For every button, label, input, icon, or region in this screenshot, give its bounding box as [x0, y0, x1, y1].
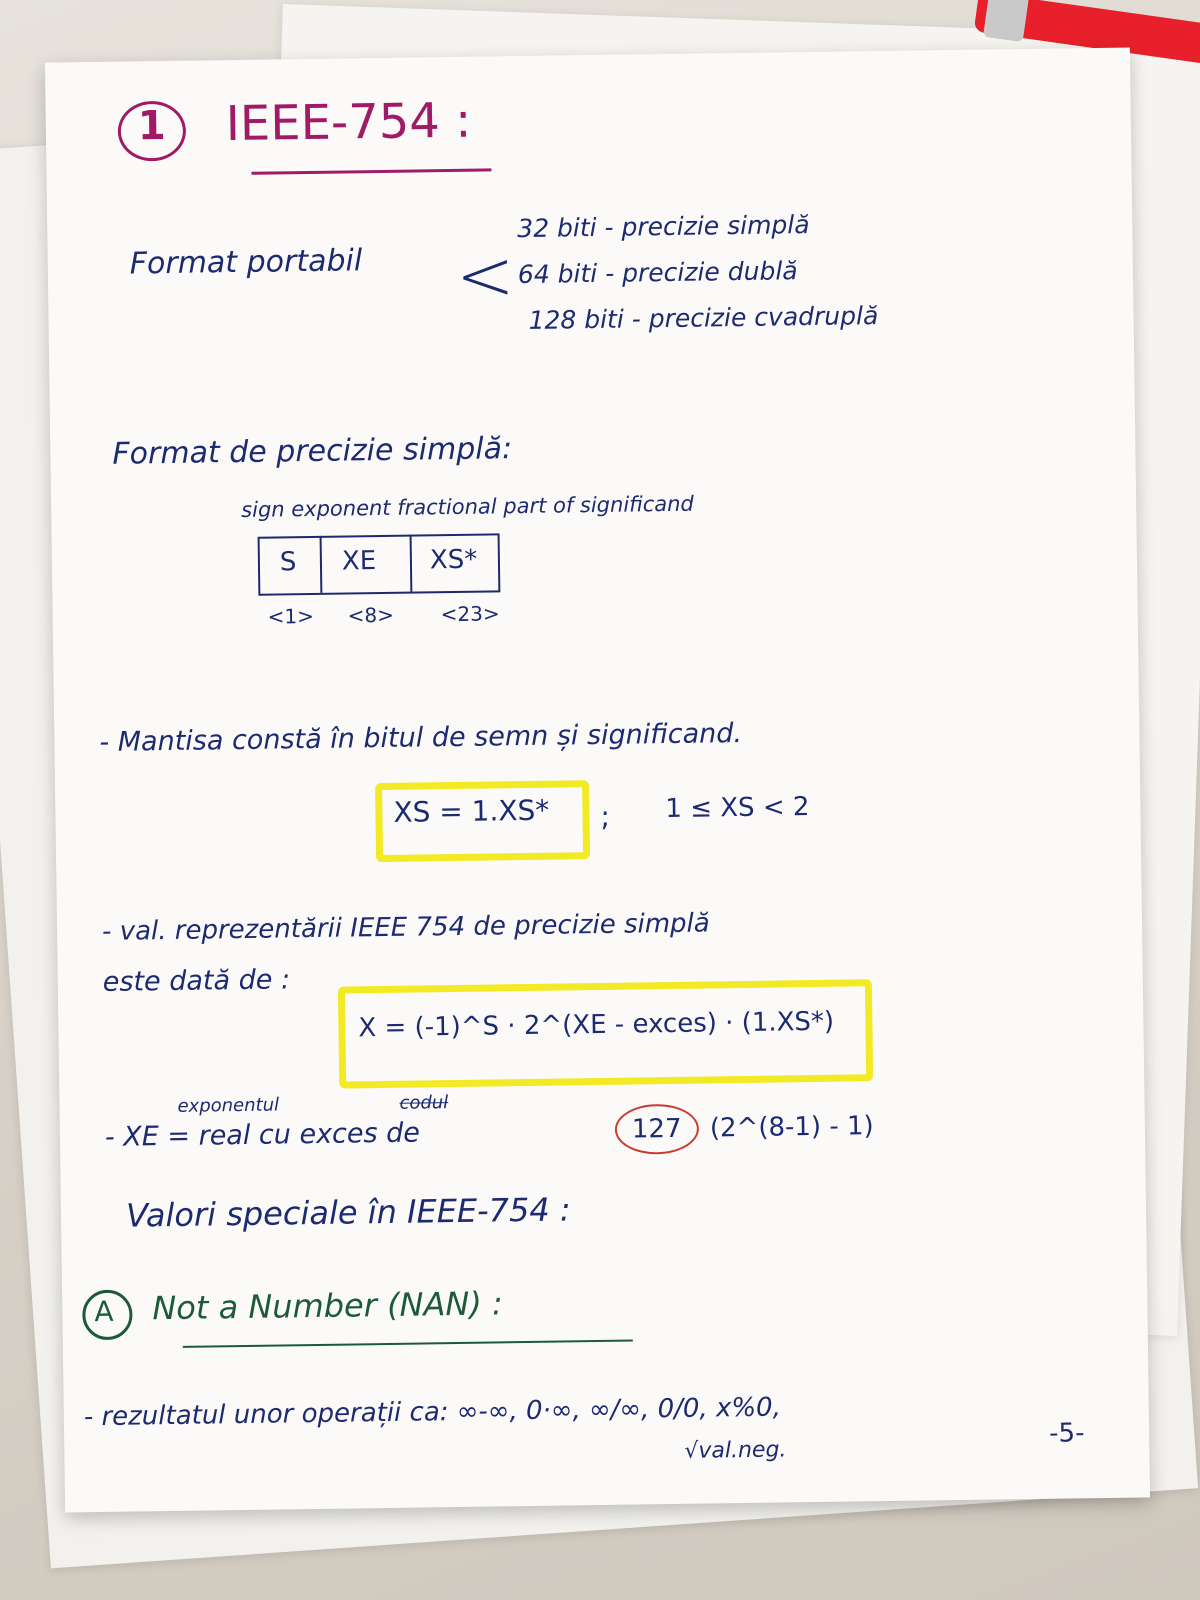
bias-formula: (2^(8-1) - 1)	[709, 1111, 874, 1144]
bits-fraction: <23>	[440, 601, 500, 627]
cell-sign: S	[279, 547, 297, 578]
format-item: 128 biti - precizie cvadruplă	[528, 301, 879, 335]
heading-number: 1	[137, 102, 166, 150]
mantissa-range: 1 ≤ XS < 2	[665, 792, 810, 825]
exponent-annotation: exponentul	[177, 1094, 280, 1117]
mantissa-text: - Mantisa constă în bitul de semn și significand.	[99, 717, 743, 758]
value-formula: X = (-1)^S · 2^(XE - exces) · (1.XS*)	[358, 1006, 835, 1044]
bias-value: 127	[631, 1113, 682, 1145]
nan-text: - rezultatul unor operații ca: ∞-∞, 0·∞, ∞/∞, 0/0, x%0,	[83, 1392, 782, 1433]
nan-title: Not a Number (NAN) :	[152, 1284, 503, 1328]
format-item: 64 biti - precizie dublă	[517, 256, 798, 290]
cell-exponent: XE	[341, 546, 377, 577]
mantissa-formula: XS = 1.XS*	[393, 793, 550, 829]
page-title: IEEE-754 :	[225, 92, 472, 153]
cell-fraction: XS*	[429, 544, 478, 576]
mantissa-separator: ;	[600, 799, 611, 833]
bits-exponent: <8>	[347, 602, 395, 628]
field-labels: sign exponent fractional part of significand	[241, 491, 694, 522]
page-number: -5-	[1048, 1418, 1085, 1449]
format-item: 32 biti - precizie simplă	[517, 209, 810, 244]
value-text: - val. reprezentării IEEE 754 de precizie simplă	[101, 908, 710, 947]
nan-underline	[183, 1340, 633, 1348]
exponent-text: - XE = real cu exces de	[104, 1117, 421, 1153]
value-text-2: este dată de :	[102, 964, 291, 998]
title-underline	[251, 168, 491, 174]
simple-format-title: Format de precizie simplă:	[112, 431, 513, 472]
format-label: Format portabil	[129, 243, 363, 282]
sqrt-text: √val.neg.	[684, 1437, 787, 1464]
struck-word: codul	[399, 1092, 449, 1114]
nan-letter: A	[94, 1294, 114, 1329]
bits-sign: <1>	[267, 603, 315, 629]
notebook-page	[45, 47, 1150, 1512]
brace: <	[455, 234, 516, 317]
special-title: Valori speciale în IEEE-754 :	[125, 1190, 571, 1235]
